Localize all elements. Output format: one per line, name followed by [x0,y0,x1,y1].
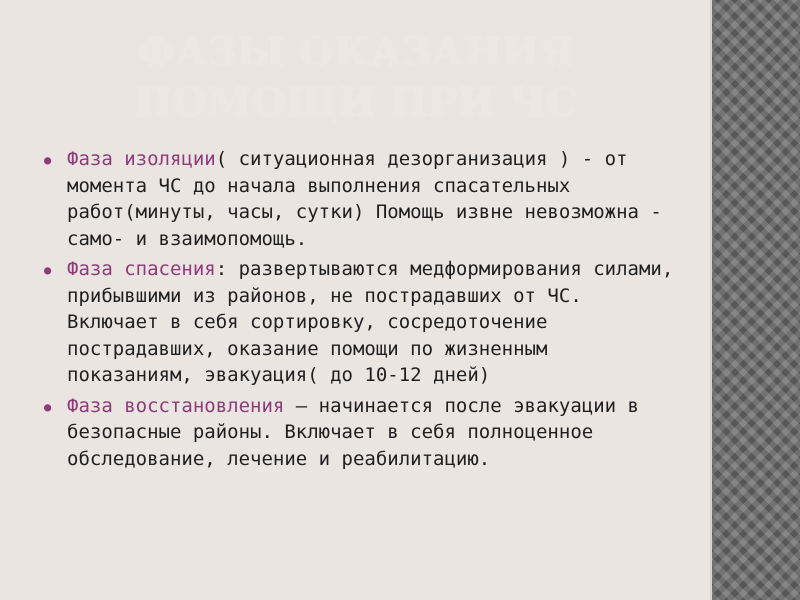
bullet-point-icon: ● [44,399,52,414]
bullet-text: – начинается после эвакуации в безопасные районы. Включает в себя полноценное обследование, лечение и реабилитацию. [67,394,639,470]
slide-title-line-2: ПОМОЩИ ПРИ ЧС [134,79,578,126]
bullet-term: Фаза изоляции [67,148,216,170]
decorative-pattern-panel [712,0,800,600]
bullet-text: : развертываются медформирования силами, прибывшими из районов, не пострадавших от ЧС. Включает в себя сортировку, сосредоточение пострадавших, оказание помощи по жизненным показаниям, эвакуация( до 10-12 дней) [67,258,674,386]
bullet-recovery-phase [44,393,684,473]
bullet-point-icon: ● [44,263,52,277]
bullet-text: ( ситуационная дезорганизация ) - от момента ЧС до начала выполнения спасательных работ(минуты, часы, сутки) Помощь извне невозможна - само- и взаимопомощь. [67,148,662,250]
bullet-point-icon: ● [44,153,52,167]
bullet-list [44,146,684,476]
slide-title [0,28,712,128]
bullet-term: Фаза спасения [67,258,216,280]
bullet-rescue-phase [44,256,684,389]
bullet-term: Фаза восстановления [67,394,285,417]
bullet-isolation-phase [44,146,684,252]
slide-title-line-1: ФАЗЫ ОКАЗАНИЯ [137,29,575,76]
